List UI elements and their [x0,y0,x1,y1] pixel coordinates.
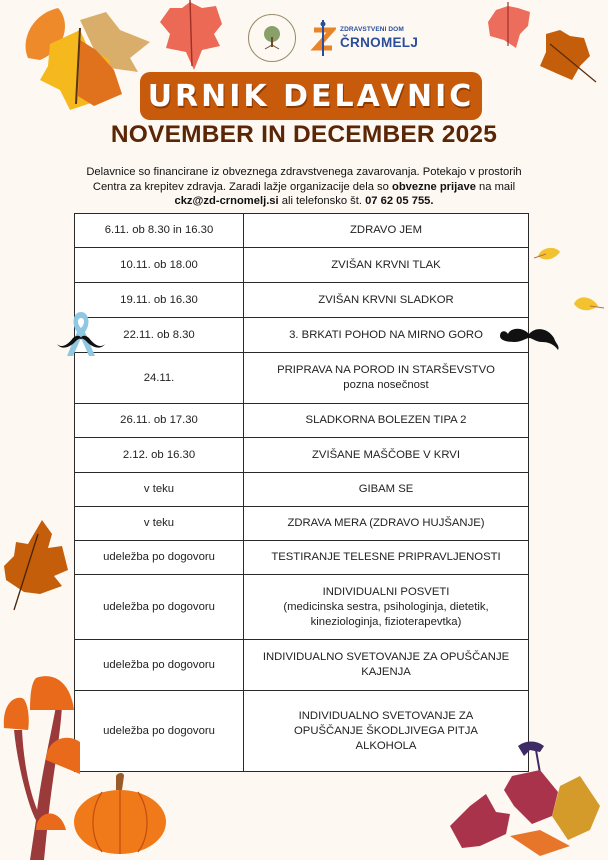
mustache-icon [498,324,560,352]
row-what: ZVIŠANE MAŠČOBE V KRVI [244,438,529,473]
row-what: GIBAM SE [244,473,529,507]
row-when: udeležba po dogovoru [75,575,244,640]
contact-phone: 07 62 05 755. [365,195,434,207]
table-row [75,438,529,473]
table-row [75,404,529,438]
logos-header [248,14,418,62]
row-when: 24.11. [75,353,244,404]
blue-ribbon-mustache-icon [55,310,107,360]
yellow-leaf-icon [534,244,562,264]
autumn-leaves-bottom-right-decoration [440,736,608,860]
schedule-table [74,213,529,772]
red-maple-leaf-icon [156,0,224,72]
row-what: INDIVIDUALNO SVETOVANJE ZA OPUŠČANJE KAJENJA [244,640,529,691]
row-note: (medicinska sestra, psihologinja, dietetik, kineziologinja, fizioterapevtka) [283,600,489,628]
autumn-leaves-top-left-decoration [10,0,150,110]
row-what: TESTIRANJE TELESNE PRIPRAVLJENOSTI [244,541,529,575]
row-note: pozna nosečnost [343,379,429,391]
row-when: 19.11. ob 16.30 [75,283,244,318]
row-when: 6.11. ob 8.30 in 16.30 [75,214,244,248]
row-when: 26.11. ob 17.30 [75,404,244,438]
row-when: 2.12. ob 16.30 [75,438,244,473]
table-row [75,507,529,541]
row-what: SLADKORNA BOLEZEN TIPA 2 [244,404,529,438]
row-when: 10.11. ob 18.00 [75,248,244,283]
row-what: INDIVIDUALNO SVETOVANJE ZA OPUŠČANJE ŠKODLJIVEGA PITJA ALKOHOLA [244,691,529,772]
table-row [75,473,529,507]
row-what: 3. BRKATI POHOD NA MIRNO GORO [244,318,529,353]
row-when: v teku [75,473,244,507]
intro-bold-registration: obvezne prijave [391,180,476,193]
tree-icon [257,23,287,53]
row-when: udeležba po dogovoru [75,541,244,575]
pumpkin-icon [72,770,168,856]
page-subtitle: NOVEMBER IN DECEMBER 2025 [110,121,498,148]
row-what: ZVIŠAN KRVNI TLAK [244,248,529,283]
intro-text-3: ali telefonsko št. [278,195,366,207]
table-row [75,214,529,248]
red-maple-leaf-icon [482,2,534,52]
row-what: ZDRAVA MERA (ZDRAVO HUJŠANJE) [244,507,529,541]
orange-leaf-icon [0,514,72,614]
table-row [75,318,529,353]
title-banner [140,72,482,120]
row-what-cell [244,353,529,404]
row-when: 22.11. ob 8.30 [75,318,244,353]
ckz-tree-logo [248,14,296,62]
zd-crnomelj-logo [310,18,418,58]
orange-leaf-icon [538,28,598,86]
table-row [75,248,529,283]
intro-text-2: na mail [475,180,516,193]
row-when: udeležba po dogovoru [75,640,244,691]
table-row [75,575,529,640]
row-what: ZVIŠAN KRVNI SLADKOR [244,283,529,318]
table-row [75,640,529,691]
row-what: PRIPRAVA NA POROD IN STARŠEVSTVO [277,364,495,376]
row-what: ZDRAVO JEM [244,214,529,248]
yellow-leaf-icon [572,294,604,314]
contact-email: ckz@zd-crnomelj.si [174,195,279,207]
mushrooms-decoration [0,670,80,860]
table-row [75,353,529,404]
row-what: INDIVIDUALNI POSVETI [322,585,450,598]
intro-text-1: Delavnice so financirane iz obveznega zdravstvenega zavarovanja. Potekajo v prostorih Centra za krepitev zdravja. Zaradi lažje organizacije dela so [86,166,522,193]
intro-paragraph [70,165,538,209]
zd-emblem-icon [310,18,336,58]
table-row [75,283,529,318]
table-row [75,541,529,575]
page-title: URNIK DELAVNIC [147,78,475,114]
logo-text-line1: ZDRAVSTVENI DOM [340,26,404,33]
row-when: v teku [75,507,244,541]
logo-text-line2: ČRNOMELJ [340,34,419,50]
row-when: udeležba po dogovoru [75,691,244,772]
row-what-cell [244,575,529,640]
